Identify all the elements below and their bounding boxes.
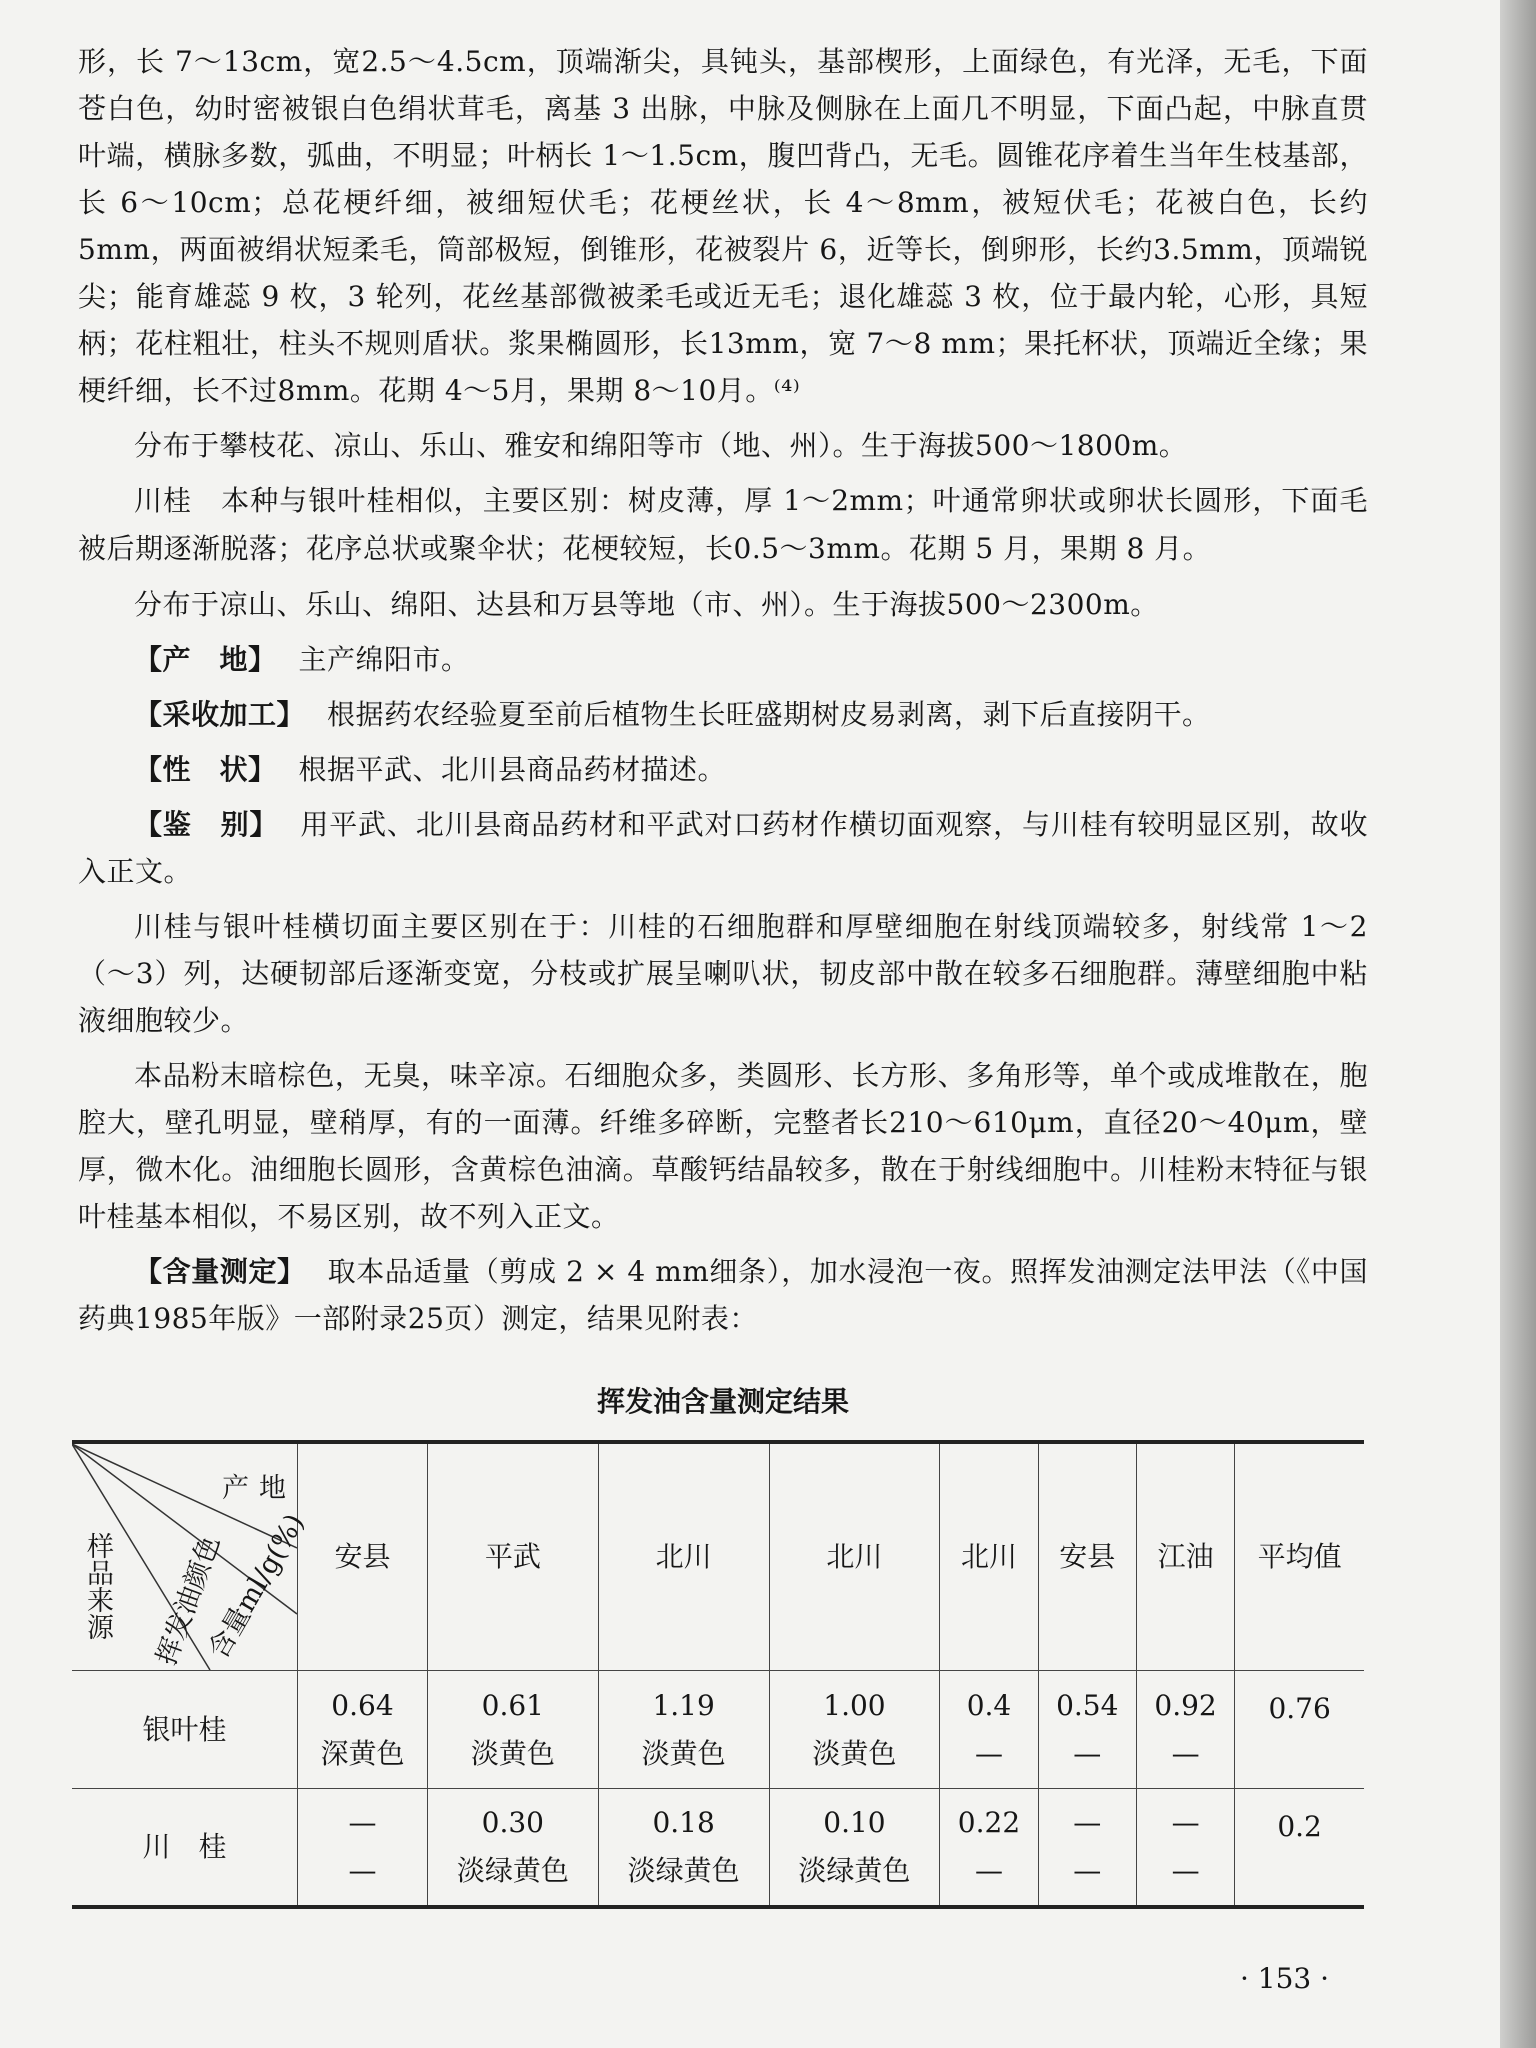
corner-label-content: 含量ml/g(%) [203,1508,311,1664]
section-heading: 【性 状】 [134,753,277,786]
cell-value: 0.4 [966,1688,1012,1722]
table-corner-cell [72,1442,311,1671]
cell-color: 淡黄色 [812,1736,897,1770]
cell-value: 1.00 [823,1688,886,1722]
table-cell [1038,1789,1136,1907]
table-cell [598,1789,769,1907]
column-header: 安县 [298,1442,428,1671]
column-header: 安县 [1038,1442,1136,1671]
cell-color: — [1073,1853,1102,1887]
cell-value: 0.54 [1056,1688,1119,1722]
table-cell [1038,1671,1136,1789]
oil-content-table [72,1440,1364,1909]
cell-color: — [1073,1736,1102,1770]
cell-value: 0.22 [957,1805,1021,1839]
section-text: 根据药农经验夏至前后植物生长旺盛期树皮易剥离，剥下后直接阴干。 [327,698,1211,731]
table-cell [769,1789,940,1907]
cell-value: 0.10 [823,1805,886,1839]
table-row-chuangui [72,1789,1364,1907]
cell-color: 深黄色 [320,1736,405,1770]
table-cell [298,1789,428,1907]
description-paragraph: 形，长 7～13cm，宽2.5～4.5cm，顶端渐尖，具钝头，基部楔形，上面绿色，有光泽，无毛，下面苍白色，幼时密被银白色绢状茸毛，离基 3 出脉，中脉及侧脉在上面几不明显，下面凸起，中脉直贯叶端，横脉多数，弧曲，不明显；叶柄长 1～1.5cm，腹凹背凸，无毛。圆锥花序着生当年生枝基部，长 6～10cm；总花梗纤细，被细短伏毛；花梗丝状，长 4～8mm，被短伏毛；花被白色，长约5mm，两面被绢状短柔毛，筒部极短，倒锥形，花被裂片 6，近等长，倒卵形，长约3.5mm，顶端锐尖；能育雄蕊 9 枚，3 轮列，花丝基部微被柔毛或近无毛；退化雄蕊 3 枚，位于最内轮，心形，具短柄；花柱粗壮，柱头不规则盾状。浆果椭圆形，长13mm，宽 7～8 mm；果托杯状，顶端近全缘；果梗纤细，长不过8mm。花期 4～5月，果期 8～10月。⁽⁴⁾ [78,45,1368,407]
cell-color: 淡绿黄色 [627,1853,740,1887]
table-cell [1235,1789,1364,1907]
cell-value: — [1171,1805,1200,1839]
page-number: · 153 · [1240,1962,1330,1995]
section-harvest [78,691,1368,738]
cell-color: 淡绿黄色 [456,1853,569,1887]
column-header: 北川 [769,1442,940,1671]
column-header: 平均值 [1235,1442,1364,1671]
cell-value: — [1073,1805,1102,1839]
section-heading: 【鉴 别】 [134,808,279,841]
section-text: 取本品适量（剪成 2 × 4 mm细条），加水浸泡一夜。照挥发油测定法甲法（《中国药典1985年版》一部附录25页）测定，结果见附表： [78,1255,1368,1335]
cross-section-paragraph: 川桂与银叶桂横切面主要区别在于：川桂的石细胞群和厚壁细胞在射线顶端较多，射线常 1～2（～3）列，达硬韧部后逐渐变宽，分枝或扩展呈喇叭状，韧皮部中散在较多石细胞群。薄壁细胞中粘液细胞较少。 [78,910,1368,1037]
column-header: 北川 [598,1442,769,1671]
section-identification [78,801,1368,895]
section-origin [78,636,1368,683]
cell-value: 0.64 [331,1688,394,1722]
chuangui-distribution-paragraph: 分布于凉山、乐山、绵阳、达县和万县等地（市、州）。生于海拔500～2300m。 [134,588,1159,621]
table-cell [298,1671,428,1789]
table-header-row [72,1442,1364,1671]
cell-value: 0.30 [481,1805,544,1839]
cell-value: 0.61 [481,1688,544,1722]
cell-color: — [1171,1736,1200,1770]
cell-value: 0.92 [1154,1688,1217,1722]
book-gutter-edge [1500,0,1536,2048]
cell-value: 0.76 [1268,1692,1331,1725]
corner-label-origin: 产地 [222,1473,296,1504]
chuangui-paragraph: 川桂 本种与银叶桂相似，主要区别：树皮薄，厚 1～2mm；叶通常卵状或卵状长圆形，下面毛被后期逐渐脱落；花序总状或聚伞状；花梗较短，长0.5～3mm。花期 5 月，果期 8 月。 [78,484,1368,565]
corner-label-color: 挥发油颜色 [151,1531,227,1670]
section-text: 根据平武、北川县商品药材描述。 [298,753,727,786]
powder-paragraph: 本品粉末暗棕色，无臭，味辛凉。石细胞众多，类圆形、长方形、多角形等，单个或成堆散在，胞腔大，壁孔明显，壁稍厚，有的一面薄。纤维多碎断，完整者长210～610μm，直径20～40μm，壁厚，微木化。油细胞长圆形，含黄棕色油滴。草酸钙结晶较多，散在于射线细胞中。川桂粉末特征与银叶桂基本相似，不易区别，故不列入正文。 [78,1059,1368,1233]
section-heading: 【含量测定】 [134,1255,306,1288]
section-assay [78,1248,1368,1342]
corner-label-sample: 样品来源 [82,1532,113,1640]
cell-color: — [974,1736,1003,1770]
table-cell [598,1671,769,1789]
table-cell [427,1671,598,1789]
row-label: 川 桂 [72,1789,298,1907]
section-text: 主产绵阳市。 [298,643,470,676]
section-heading: 【产 地】 [134,643,277,676]
table-cell [769,1671,940,1789]
table-row-yinyegui [72,1671,1364,1789]
distribution-paragraph: 分布于攀枝花、凉山、乐山、雅安和绵阳等市（地、州）。生于海拔500～1800m。 [134,429,1188,462]
cell-color: — [1171,1853,1200,1887]
cell-color: — [974,1853,1003,1887]
table-cell [1136,1671,1234,1789]
table-cell [940,1671,1038,1789]
section-characters [78,746,1368,793]
cell-value: 1.19 [652,1688,715,1722]
cell-color: 淡黄色 [641,1736,726,1770]
column-header: 平武 [427,1442,598,1671]
section-text: 用平武、北川县商品药材和平武对口药材作横切面观察，与川桂有较明显区别，故收入正文。 [78,808,1368,888]
cell-color: 淡绿黄色 [798,1853,911,1887]
column-header: 北川 [940,1442,1038,1671]
column-header: 江油 [1136,1442,1234,1671]
cell-color: — [348,1853,377,1887]
table-cell [1235,1671,1364,1789]
section-heading: 【采收加工】 [134,698,306,731]
page-content [78,38,1368,1440]
table-title: 挥发油含量测定结果 [596,1385,849,1418]
cell-value: 0.18 [652,1805,715,1839]
table-cell [1136,1789,1234,1907]
cell-value: — [348,1805,377,1839]
table-cell [427,1789,598,1907]
cell-color: 淡黄色 [470,1736,555,1770]
cell-value: 0.2 [1277,1810,1322,1843]
row-label: 银叶桂 [72,1671,298,1789]
table-cell [940,1789,1038,1907]
